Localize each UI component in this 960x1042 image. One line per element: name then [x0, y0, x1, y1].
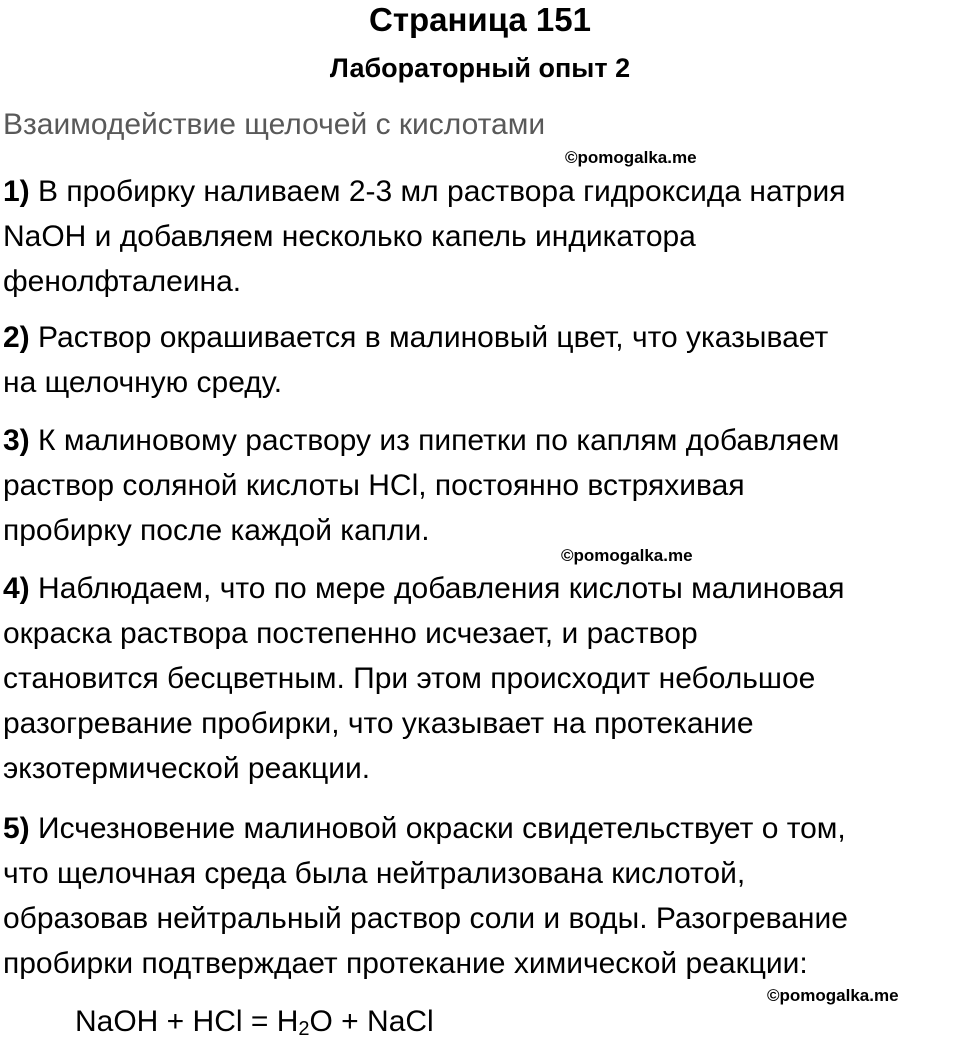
step-line	[3, 806, 958, 851]
step-number: 1)	[3, 175, 30, 208]
step-text: Наблюдаем, что по мере добавления кислоты малиновая	[29, 572, 845, 605]
watermark: ©pomogalka.me	[565, 148, 697, 167]
topic-heading: Взаимодействие щелочей с кислотами	[3, 108, 546, 141]
step-line: пробирку после каждой капли.	[3, 514, 430, 547]
step-line	[3, 169, 958, 214]
lab-experiment-subtitle: Лабораторный опыт 2	[329, 53, 631, 83]
step-line: фенолфталеина.	[3, 265, 242, 298]
step-line: экзотермической реакции.	[3, 752, 371, 785]
step-3	[3, 418, 958, 553]
step-5	[3, 806, 958, 986]
step-line: становится бесцветным. При этом происходит небольшое	[3, 662, 816, 695]
equation-left: NaOH + HCl = H	[75, 1005, 299, 1038]
step-line: пробирки подтверждает протекание химической реакции:	[3, 947, 808, 980]
step-number: 2)	[3, 321, 30, 354]
step-line	[3, 566, 958, 611]
equation-right: O + NaCl	[309, 1005, 434, 1038]
step-line: что щелочная среда была нейтрализована кислотой,	[3, 857, 746, 890]
watermark: ©pomogalka.me	[767, 986, 899, 1005]
reaction-equation	[75, 1002, 434, 1042]
step-text: В пробирку наливаем 2-3 мл раствора гидроксида натрия	[29, 175, 846, 208]
page-title: Страница 151	[369, 1, 591, 38]
step-line: разогревание пробирки, что указывает на протекание	[3, 707, 754, 740]
step-2	[3, 315, 958, 405]
step-1	[3, 169, 958, 304]
step-line	[3, 418, 958, 463]
step-number: 3)	[3, 424, 30, 457]
step-line: окраска раствора постепенно исчезает, и раствор	[3, 617, 698, 650]
step-text: Раствор окрашивается в малиновый цвет, что указывает	[29, 321, 829, 354]
step-number: 4)	[3, 572, 30, 605]
step-text: Исчезновение малиновой окраски свидетельствует о том,	[29, 812, 846, 845]
watermark: ©pomogalka.me	[561, 546, 693, 565]
step-4	[3, 566, 958, 791]
equation-subscript: 2	[298, 1018, 310, 1040]
step-number: 5)	[3, 812, 30, 845]
step-line: образовав нейтральный раствор соли и воды. Разогревание	[3, 902, 848, 935]
step-line: NaOH и добавляем несколько капель индикатора	[3, 220, 696, 253]
step-line	[3, 315, 958, 360]
step-text: К малиновому раствору из пипетки по каплям добавляем	[29, 424, 840, 457]
step-line: раствор соляной кислоты HCl, постоянно встряхивая	[3, 469, 745, 502]
step-line: на щелочную среду.	[3, 366, 283, 399]
